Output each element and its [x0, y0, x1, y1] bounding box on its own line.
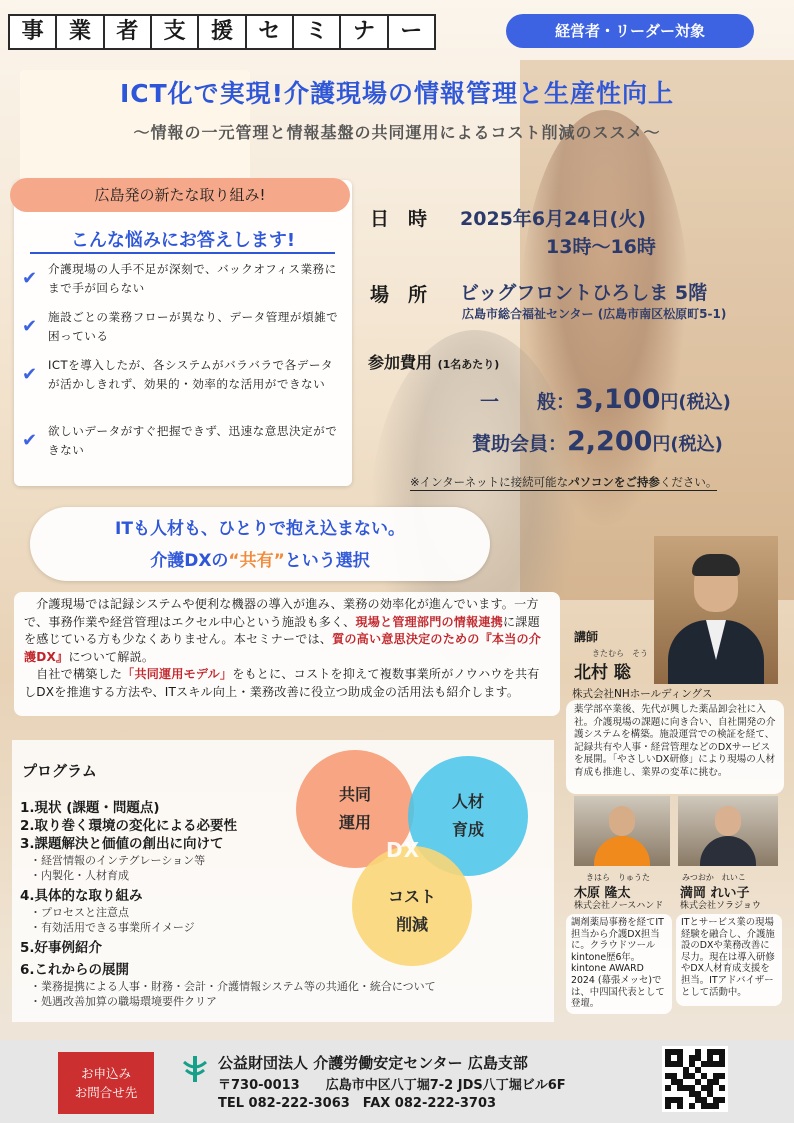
worry-item: [22, 260, 344, 298]
co-speaker-company: 株式会社ソラジョウ: [680, 901, 761, 911]
intro-text: 自社で構築した: [36, 667, 123, 682]
note-text: ※インターネットに接続可能な: [410, 475, 569, 489]
intro-highlight: 「共同運用モデル」: [122, 667, 233, 682]
title-char: 業: [57, 16, 104, 48]
co-speaker-photo-mitsuoka: [678, 796, 778, 866]
check-icon: ✔: [22, 364, 38, 385]
program-item: 3.課題解決と価値の創出に向けて: [20, 836, 224, 852]
worry-item: [22, 356, 344, 394]
tagline-text: という選択: [284, 551, 370, 571]
venn-label: 運用: [338, 813, 371, 832]
venn-label: 人材: [451, 792, 484, 811]
intro-p2: [24, 666, 550, 701]
worry-text: 欲しいデータがすぐ把握できず、迅速な意思決定ができない: [48, 424, 338, 457]
intro-text: について解説。: [68, 649, 155, 664]
contact-label: お申込み: [80, 1066, 131, 1081]
program-item: 6.これからの展開: [20, 962, 130, 978]
seminar-title-box: [8, 14, 436, 50]
venn-label: 削減: [395, 915, 428, 934]
pc-note: [410, 474, 717, 491]
lecturer-company: 株式会社NHホールディングス: [572, 688, 713, 700]
program-item: 5.好事例紹介: [20, 940, 103, 956]
program-subitem: ・内製化・人材育成: [30, 869, 129, 882]
tagline-text: 介護DXの: [150, 551, 229, 571]
tagline-highlight: “共有”: [228, 551, 285, 571]
qr-code[interactable]: [662, 1046, 728, 1112]
dx-logo: DX: [386, 838, 421, 862]
program-subitem: ・経営情報のインテグレーション等: [30, 854, 206, 867]
venn-label: コスト: [387, 887, 436, 906]
intro-text: をもとに、コストを抑えて複数事業所がノウハウを共有しDXを推進する方法や、ITスキル向上・業務改善に役立つ助成金の活用法も紹介します。: [24, 667, 540, 699]
title-char: 援: [199, 16, 246, 48]
lecturer-photo: [654, 536, 778, 684]
event-place: ビッグフロントひろしま 5階: [460, 282, 708, 304]
fee-unit: (1名あたり): [437, 358, 500, 371]
check-icon: ✔: [22, 316, 38, 337]
contact-button[interactable]: [58, 1052, 154, 1114]
date-label: 日 時: [370, 208, 428, 230]
fee-sponsor-label: 賛助会員：: [472, 433, 568, 455]
organization-name: 公益財団法人 介護労働安定センター 広島支部: [218, 1054, 528, 1072]
fee-label: [368, 350, 499, 373]
venn-circle-cost-reduction: [352, 846, 472, 966]
title-char: 支: [152, 16, 199, 48]
organization-phone: TEL 082-222-3063 FAX 082-222-3703: [218, 1096, 497, 1111]
event-date: 2025年6月24日(火): [460, 208, 646, 230]
note-text: ください。: [659, 475, 718, 489]
note-bold: パソコンをご持参: [568, 475, 660, 489]
place-label: 場 所: [370, 284, 428, 306]
worries-title: こんな悩みにお答えします!: [70, 230, 296, 251]
fee-sponsor-amount: 2,200: [567, 426, 653, 457]
intro-text: 介護現場では記録システムや便利な機器の導入が進み、業務の効率化が進んでいます。一方で、事務作業や経営管理はエクセル中心という施設も多く、: [24, 597, 539, 629]
foundation-logo-icon: [182, 1054, 208, 1084]
intro-paragraph: [14, 592, 560, 716]
lecturer-bio: 薬学部卒業後、先代が興した薬品卸会社に入社。介護現場の課題に向き合い、自社開発の介護システムを構築。施設運営での検証を経て、記録共有や人事・経営管理などのDXサービスを展開。「やさしいDX研修」により現場の人材育成も推進し、業界の変革に挑む。: [566, 700, 784, 794]
fee-suffix: 円(税込): [660, 392, 731, 413]
intro-highlight: 現場と管理部門の情報連携: [355, 614, 503, 629]
fee-label-text: 参加費用: [368, 353, 433, 372]
check-icon: ✔: [22, 268, 38, 289]
contact-label: お問合せ先: [74, 1085, 138, 1100]
program-subitem: ・有効活用できる事業所イメージ: [30, 921, 195, 934]
main-title: ICT化で実現!介護現場の情報管理と生産性向上: [119, 79, 675, 108]
title-char: ミ: [294, 16, 341, 48]
worries-header: 広島発の新たな取り組み!: [10, 178, 350, 212]
worry-item: [22, 422, 344, 460]
co-speaker-company: 株式会社ノースハンド: [574, 901, 664, 911]
worry-item: [22, 308, 344, 346]
sub-title: 〜情報の一元管理と情報基盤の共同運用によるコスト削減のススメ〜: [133, 123, 661, 142]
title-char: ナ: [341, 16, 388, 48]
lecturer-ruby: きたむら そう: [592, 649, 648, 658]
venn-label: 育成: [451, 820, 484, 839]
title-char: 者: [105, 16, 152, 48]
program-item: 4.具体的な取り組み: [20, 888, 143, 904]
lecturer-name: 北村 聡: [574, 663, 631, 683]
check-icon: ✔: [22, 430, 38, 451]
fee-sponsor: [472, 426, 723, 457]
target-audience-badge: 経営者・リーダー対象: [506, 14, 754, 48]
intro-highlight: 質の高い意思決定のための『本当の介護DX』: [24, 632, 542, 664]
title-char: 事: [10, 16, 57, 48]
title-char: ー: [400, 19, 423, 44]
intro-text: に課題を感じている方も少なくありません。本セミナーでは、: [24, 614, 540, 647]
co-speaker-name: 木原 隆太: [574, 886, 631, 901]
divider: [30, 252, 335, 254]
event-time: 13時〜16時: [546, 236, 656, 258]
co-speaker-ruby: みつおか れいこ: [682, 873, 746, 882]
program-subitem: ・プロセスと注意点: [30, 906, 129, 919]
program-item: 1.現状 (課題・問題点): [20, 800, 160, 816]
fee-general: [480, 384, 731, 415]
co-speaker-bio: ITとサービス業の現場経験を融合し、介護施設のDXや業務改善に尽力。現在は導入研修やDX人材育成支援を担当。ITアドバイザーとして活動中。: [676, 914, 782, 1006]
fee-suffix: 円(税込): [652, 434, 723, 455]
worry-text: 施設ごとの業務フローが異なり、データ管理が煩雑で困っている: [48, 310, 339, 343]
program-subitem: ・業務提携による人事・財務・会計・介護情報システム等の共通化・統合について: [30, 980, 436, 993]
co-speaker-photo-kihara: [574, 796, 670, 866]
organization-address: 〒730-0013 広島市中区八丁堀7-2 JDS八丁堀ビル6F: [218, 1078, 566, 1093]
co-speaker-ruby: きはら りゅうた: [586, 873, 650, 882]
worry-text: ICTを導入したが、各システムがバラバラで各データが活かしきれず、効果的・効率的な活用ができない: [48, 358, 334, 391]
event-place-detail: 広島市総合福祉センター (広島市南区松原町5-1): [462, 307, 727, 321]
title-char: セ: [247, 16, 294, 48]
fee-general-amount: 3,100: [575, 384, 661, 415]
worry-text: 介護現場の人手不足が深刻で、バックオフィス業務にまで手が回らない: [48, 262, 337, 295]
program-subitem: ・処遇改善加算の職場環境要件クリア: [30, 995, 217, 1008]
co-speaker-bio: 調剤薬局事務を経てIT担当から介護DX担当に。クラウドツールkintone歴6年。kintone AWARD 2024 (幕張メッセ)では、中四国代表として登壇。: [566, 914, 672, 1014]
venn-label: 共同: [338, 785, 371, 804]
fee-general-label: 一 般：: [480, 391, 576, 413]
program-item: 2.取り巻く環境の変化による必要性: [20, 818, 238, 834]
intro-p1: [24, 596, 550, 666]
tagline-line2: [30, 546, 490, 571]
co-speaker-name: 満岡 れい子: [680, 886, 750, 901]
program-title: プログラム: [22, 762, 97, 780]
tagline-line1: ITも人材も、ひとりで抱え込まない。: [115, 519, 405, 539]
lecturer-label: 講師: [574, 630, 599, 644]
